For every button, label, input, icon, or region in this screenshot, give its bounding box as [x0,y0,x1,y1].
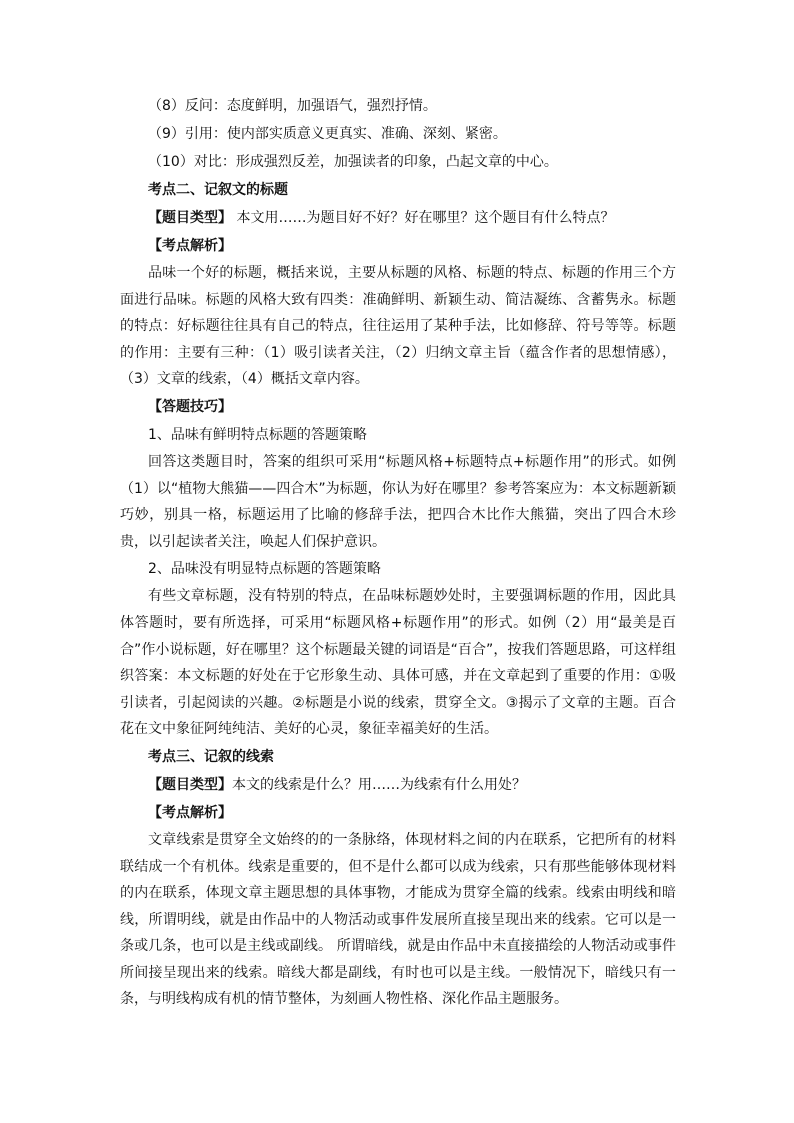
analysis-label: 【考点解析】 [148,238,232,254]
question-type-line-clue [120,771,676,799]
strategy-1-paragraph: 回答这类题目时，答案的组织可采用“标题风格+标题特点+标题作用”的形式。如例（1）以“植物大熊猫——四合木”为标题，你认为好在哪里？参考答案应为：本文标题新颖巧妙，别具一格，标题运用了比喻的修辞手法，把四合木比作大熊猫，突出了四合木珍贵，以引起读者关注，唤起人们保护意识。 [120,453,676,550]
question-type-text-clue: 本文的线索是什么？用……为线索有什么用处？ [232,776,526,793]
answer-tips-label: 【答题技巧】 [148,398,232,415]
section-heading-clue: 考点三、记叙的线索 [148,748,274,765]
document-page [120,92,676,1013]
section-heading-title: 考点二、记叙文的标题 [148,182,288,198]
rhetoric-item-quotation: （9）引用：使内部实质意义更真实、准确、深刻、紧密。 [148,126,507,142]
rhetoric-item-rhetorical-question: （8）反问：态度鲜明，加强语气，强烈抒情。 [148,98,437,114]
strategy-2-title: 2、品味没有明显特点标题的答题策略 [148,561,381,578]
analysis-label-clue: 【考点解析】 [148,804,232,821]
question-type-label: 【题目类型】 [148,210,232,226]
strategy-2-paragraph: 有些文章标题，没有特别的特点，在品味标题妙处时，主要强调标题的作用，因此具体答题时，要有所选择，可采用“标题风格+标题作用”的形式。如例（2）用“最美是百合”作小说标题，好在哪里？这个标题最关键的词语是“百合”，按我们答题思路，可这样组织答案：本文标题的好处在于它形象生动、具体可感，并在文章起到了重要的作用：①吸引读者，引起阅读的兴趣。②标题是小说的线索，贯穿全文。③揭示了文章的主题。百合花在文中象征阿纯纯洁、美好的心灵，象征幸福美好的生活。 [120,588,676,738]
rhetoric-item-contrast: （10）对比：形成强烈反差，加强读者的印象，凸起文章的中心。 [148,154,558,170]
question-type-label-clue: 【题目类型】 [148,776,232,793]
title-analysis-paragraph: 品味一个好的标题，概括来说，主要从标题的风格、标题的特点、标题的作用三个方面进行品味。标题的风格大致有四类：准确鲜明、新颖生动、简洁凝练、含蓄隽永。标题的特点：好标题往往具有自己的特点，往往运用了某种手法，比如修辞、符号等等。标题的作用：主要有三种：（1）吸引读者关注，（2）归纳文章主旨（蕴含作者的思想情感），（3）文章的线索，（4）概括文章内容。 [120,265,676,388]
clue-analysis-paragraph: 文章线索是贯穿全文始终的的一条脉络，体现材料之间的内在联系，它把所有的材料联结成一个有机体。线索是重要的，但不是什么都可以成为线索，只有那些能够体现材料的内在联系，体现文章主题思想的具体事物，才能成为贯穿全篇的线索。线索由明线和暗线，所谓明线，就是由作品中的人物活动或事件发展所直接呈现出来的线索。它可以是一条或几条，也可以是主线或副线。 所谓暗线，就是由作品中未直接描绘的人物活动或事件所间接呈现出来的线索。暗线大都是副线，有时也可以是主线。一般情况下，暗线只有一条，与明线构成有机的情节整体，为刻画人物性格、深化作品主题服务。 [120,831,676,1008]
question-type-text: 本文用……为题目好不好？好在哪里？这个题目有什么特点？ [232,210,615,226]
question-type-line [120,204,676,232]
strategy-1-title: 1、品味有鲜明特点标题的答题策略 [148,426,367,443]
